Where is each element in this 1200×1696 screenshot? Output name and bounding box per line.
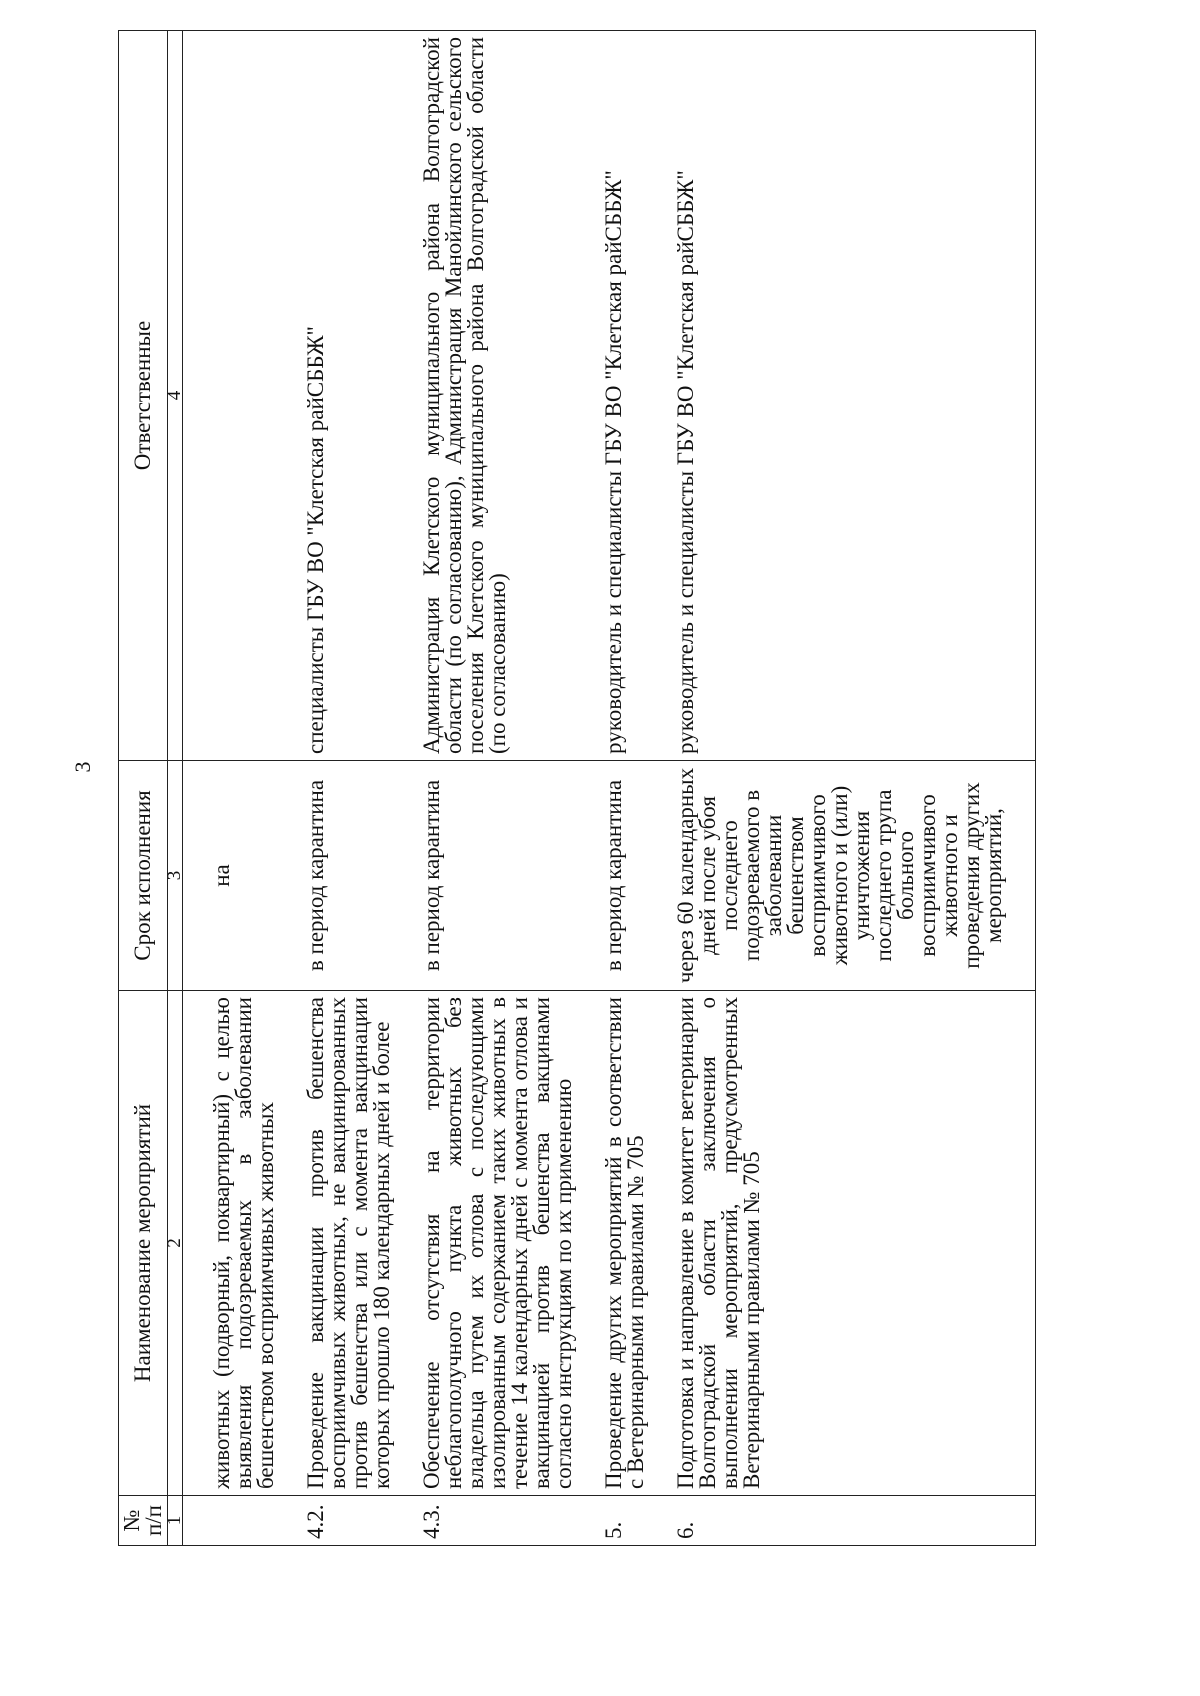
column-number: 1	[168, 1496, 183, 1546]
measure-responsible: Администрация Клетского муниципального района Волгоградской области (по согласованию), Администрация Манойлинского сельского поселения Клетского муниципального района Волгоградской области (по согласованию)	[403, 31, 585, 761]
measure-responsible: руководитель и специалисты ГБУ ВО "Клетская райСББЖ"	[585, 31, 657, 761]
page-number: 3	[70, 761, 95, 773]
table-row	[585, 31, 657, 1546]
measure-term: в период карантина	[403, 761, 585, 991]
row-number: 5.	[585, 1496, 657, 1546]
table-row	[183, 31, 288, 1546]
column-number: 2	[168, 991, 183, 1496]
measure-responsible: специалисты ГБУ ВО "Клетская райСББЖ"	[287, 31, 403, 761]
measure-name: Подготовка и направление в комитет ветеринарии Волгоградской области заключения о выполнении мероприятий, предусмотренных Ветеринарными правилами № 705	[657, 991, 1036, 1496]
measures-table	[118, 30, 1036, 1546]
row-number	[183, 1496, 288, 1546]
column-number: 4	[168, 31, 183, 761]
measure-term: в период карантина	[585, 761, 657, 991]
row-number: 4.2.	[287, 1496, 403, 1546]
measure-name: Проведение других мероприятий в соответствии с Ветеринарными правилами № 705	[585, 991, 657, 1496]
measure-responsible	[183, 31, 288, 761]
column-number-row	[168, 31, 183, 1546]
measure-term: на	[183, 761, 288, 991]
table-row	[287, 31, 403, 1546]
measure-name: животных (подворный, поквартирный) с целью выявления подозреваемых в заболевании бешенством восприимчивых животных	[183, 991, 288, 1496]
row-number: 6.	[657, 1496, 1036, 1546]
table-row	[657, 31, 1036, 1546]
measure-term: в период карантина	[287, 761, 403, 991]
measure-name: Проведение вакцинации против бешенства восприимчивых животных, не вакцинированных против бешенства или с момента вакцинации которых прошло 180 календарных дней и более	[287, 991, 403, 1496]
header-num: № п/п	[119, 1496, 168, 1546]
header-responsible: Ответственные	[119, 31, 168, 761]
header-name: Наименование мероприятий	[119, 991, 168, 1496]
row-number: 4.3.	[403, 1496, 585, 1546]
measure-name: Обеспечение отсутствия на территории неблагополучного пункта животных без владельца путем их отлова с последующими изолированным содержанием таких животных в течение 14 календарных дней с момента отлова и вакцинацией против бешенства вакцинами согласно инструкциям по их применению	[403, 991, 585, 1496]
measure-term: через 60 календарных дней после убоя последнего подозреваемого в заболевании бешенством восприимчивого животного и (или) уничтожения последнего трупа больного восприимчивого животного и проведения других мероприятий,	[657, 761, 1036, 991]
header-term: Срок исполнения	[119, 761, 168, 991]
column-number: 3	[168, 761, 183, 991]
table-header-row	[119, 31, 168, 1546]
measure-responsible: руководитель и специалисты ГБУ ВО "Клетская райСББЖ"	[657, 31, 1036, 761]
table-row	[403, 31, 585, 1546]
